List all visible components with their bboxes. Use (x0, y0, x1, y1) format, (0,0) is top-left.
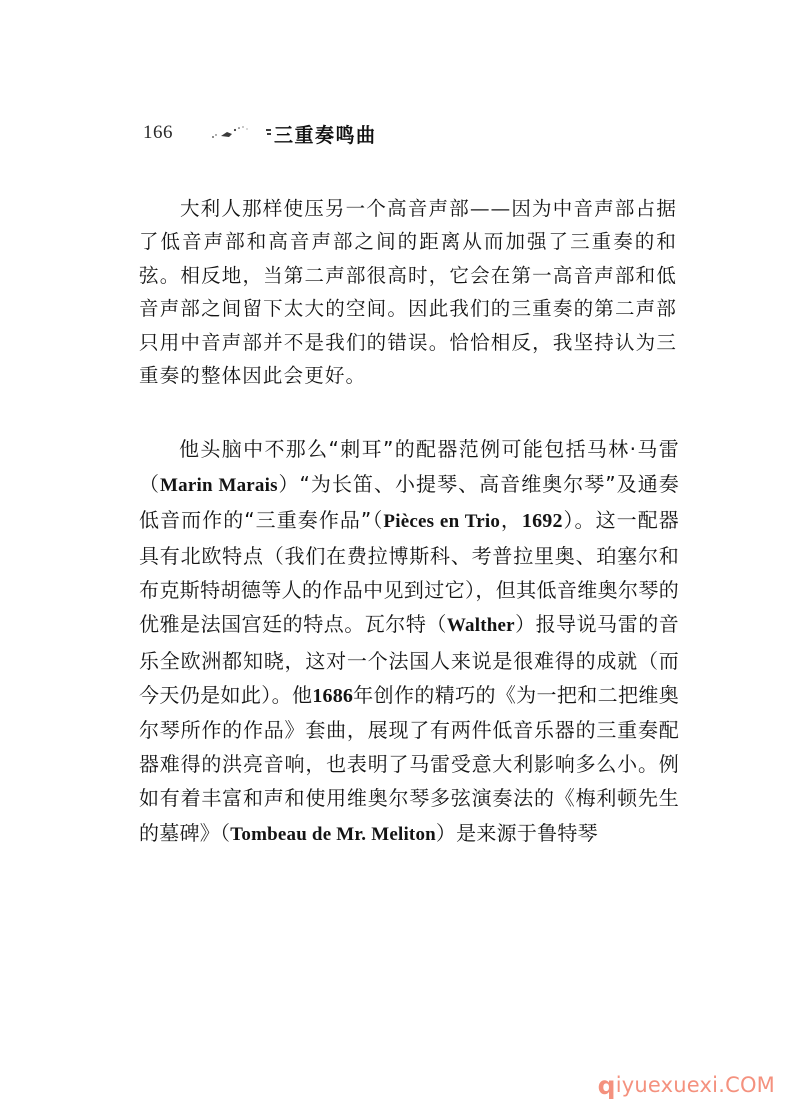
latin-title-tombeau-de-mr-meliton: Tombeau de Mr. Meliton (230, 823, 436, 845)
running-title: 三重奏鸣曲 (274, 124, 377, 148)
running-head (0, 120, 794, 154)
text-run: ）“为长笛、小提琴、高音维奥尔琴”及通奏低音而作的“三重奏作品”（ (139, 471, 679, 532)
text-run: ）是来源于鲁特琴 (435, 820, 598, 845)
latin-name-walther: Walther (446, 615, 515, 637)
text-run: ， (500, 507, 522, 532)
latin-title-pieces-en-trio: Pièces en Trio (383, 510, 501, 532)
scan-artifact-smudge (205, 120, 275, 144)
site-watermark (598, 1071, 775, 1100)
latin-name-marin-marais: Marin Marais (160, 474, 278, 496)
paragraph-main (139, 432, 679, 851)
year-1692: 1692 (521, 509, 563, 532)
text-run: 年创作的精巧的《为一把和二把维奥尔琴所作的作品》套曲，展现了有两件低音乐器的三重奏配器难得的洪亮音响，也表明了马雷受意大利影响多么小。例如有着丰富和声和使用维奥尔琴多弦演奏法的《梅利顿先生的墓碑》（ (139, 682, 680, 845)
watermark-text: iyuexuexi.COM (615, 1073, 775, 1097)
year-1686: 1686 (312, 684, 354, 707)
watermark-initial: q (597, 1071, 616, 1100)
text-run: ）报导说马雷的音乐全欧洲都知晓，这对一个法国人来说是很难得的成就（而今天仍是如此）。他 (139, 612, 680, 707)
body-text-column (139, 192, 679, 852)
paragraph-spacer (139, 392, 679, 432)
paragraph-quoted-block: 大利人那样使压另一个高音声部——因为中音声部占据了低音声部和高音声部之间的距离从而加强了三重奏的和弦。相反地，当第二声部很高时，它会在第一高音声部和低音声部之间留下太大的空间。因此我们的三重奏的第二声部只用中音声部并不是我们的错误。恰恰相反，我坚持认为三重奏的整体因此会更好。 (139, 197, 677, 388)
page-number: 166 (143, 122, 173, 143)
text-run: 他头脑中不那么“刺耳”的配器范例可能包括马林·马雷（ (139, 437, 679, 496)
text-run: ）。这一配器具有北欧特点（我们在费拉博斯科、考普拉里奥、珀塞尔和布克斯特胡德等人的作品中见到过它），但其低音维奥尔琴的优雅是法国宫廷的特点。瓦尔特（ (139, 507, 680, 637)
